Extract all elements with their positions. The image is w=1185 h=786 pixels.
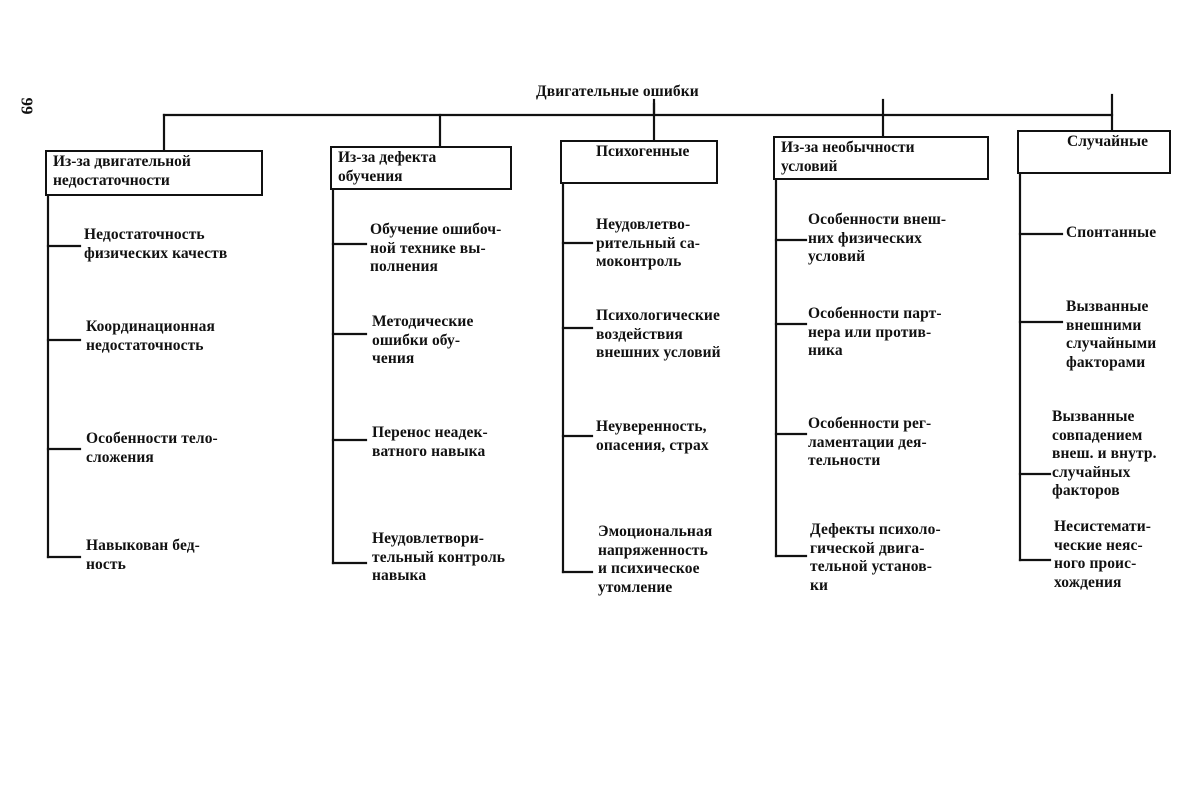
item-skill-poverty: Навыкован бед- ность: [86, 537, 200, 573]
item-body-build: Особенности тело- сложения: [86, 430, 218, 466]
item-partner-opponent: Особенности парт- нера или против- ника: [808, 305, 942, 359]
diagram-title: Двигательные ошибки: [536, 83, 699, 100]
item-spontaneous: Спонтанные: [1066, 224, 1157, 241]
item-external-influences: Психологические воздействия внешних условий: [596, 307, 721, 361]
item-poor-skill-control: Неудовлетвори- тельный контроль навыка: [372, 530, 506, 584]
item-wrong-technique: Обучение ошибоч- ной технике вы- полнения: [370, 221, 502, 275]
item-external-random-factors: Вызванные внешними случайными факторами: [1066, 298, 1157, 371]
category-box-psychogenic: Психогенные: [560, 140, 718, 184]
item-coincidence-factors: Вызванные совпадением внеш. и внутр. случайных факторов: [1052, 408, 1157, 499]
item-poor-self-control: Неудовлетво- рительный са- моконтроль: [596, 216, 701, 270]
item-physical-qualities: Недостаточность физических качеств: [84, 226, 228, 262]
item-external-physical-conditions: Особенности внеш- них физических условий: [808, 211, 947, 265]
item-regulation-features: Особенности рег- ламентации дея- тельности: [808, 415, 932, 469]
category-box-random: Случайные: [1017, 130, 1171, 174]
item-unsystematic-origin: Несистемати- ческие неяс- ного проис- хождения: [1054, 518, 1152, 591]
item-coordination-insufficiency: Координационная недостаточность: [86, 318, 215, 354]
category-box-unusual-conditions: Из-за необычности условий: [773, 136, 989, 180]
category-box-training-defect: Из-за дефекта обучения: [330, 146, 512, 190]
item-uncertainty-fear: Неуверенность, опасения, страх: [596, 418, 709, 454]
item-psychomotor-set-defects: Дефекты психоло- гической двига- тельной установ- ки: [810, 521, 941, 594]
category-box-motor-insufficiency: Из-за двигательной недостаточности: [45, 150, 263, 196]
page-number: 99: [17, 97, 37, 115]
item-inadequate-skill-transfer: Перенос неадек- ватного навыка: [372, 424, 488, 460]
item-methodical-errors: Методические ошибки обу- чения: [372, 313, 474, 367]
item-emotional-tension: Эмоциональная напряженность и психическое утомление: [598, 523, 713, 596]
